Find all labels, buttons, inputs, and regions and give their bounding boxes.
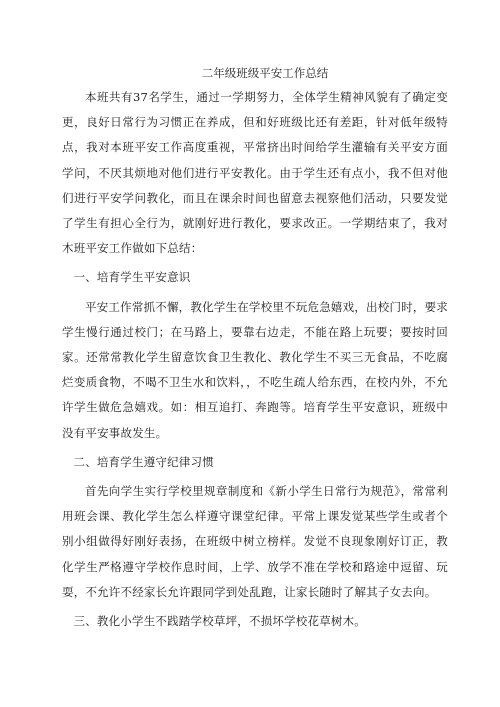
section-heading-2: 二、培育学生遵守纪律习惯 [73,454,214,469]
section-heading-3: 三、教化小学生不践踏学校草坪，不损坏学校花草树木。 [73,614,366,629]
intro-paragraph: 本班共有37名学生，通过一学期努力，全体学生精神风貌有了确定变更，良好日常行为习惯正在养成，但和好班级比还有差距，针对低年级特点，我对本班平安工作高度重视，平常挤出时间给学生灌输有关平安方面学问，不厌其烦地对他们进行平安教化。由于学生还有点小，我不但对他们进行平安学问教化，而且在课余时间也留意去视察他们活动，只要发觉了学生有担心全行为，就刚好进行教化，要求改正。一学期结束了，我对木班平安工作做如下总结： [62,90,448,256]
section-body-1: 平安工作常抓不懈，教化学生在学校里不玩危急嬉戏，出校门时，要求学生慢行通过校门；在马路上，要靠右边走，不能在路上玩要；要按时回家。还常常教化学生留意饮食卫生教化、教化学生不买三无食品，不吃腐烂变质食物，不喝不卫生水和饮料，，不吃生疏人给东西，在校内外，不允许学生做危急嬉戏。如：相互追打、奔跑等。培育学生平安意识，班级中没有平安事故发生。 [62,299,448,440]
section-heading-1: 一、培育学生平安意识 [73,270,191,285]
document-page [62,64,448,638]
document-title: 二年级班级平安工作总结 [201,66,329,80]
section-body-2: 首先向学生实行学校里规章制度和《新小学生日常行为规范》，常常利用班会课、教化学生怎么样遵守课堂纪律。平常上课发觉某些学生或者个别小组做得好刚好表扬，在班级中树立榜样。发觉不良现象刚好订正，教化学生严格遵守学校作息时间，上学、放学不准在学校和路途中逗留、玩耍，不允许不经家长允许跟同学到处乱跑，让家长随时了解其子女去向。 [62,484,448,599]
